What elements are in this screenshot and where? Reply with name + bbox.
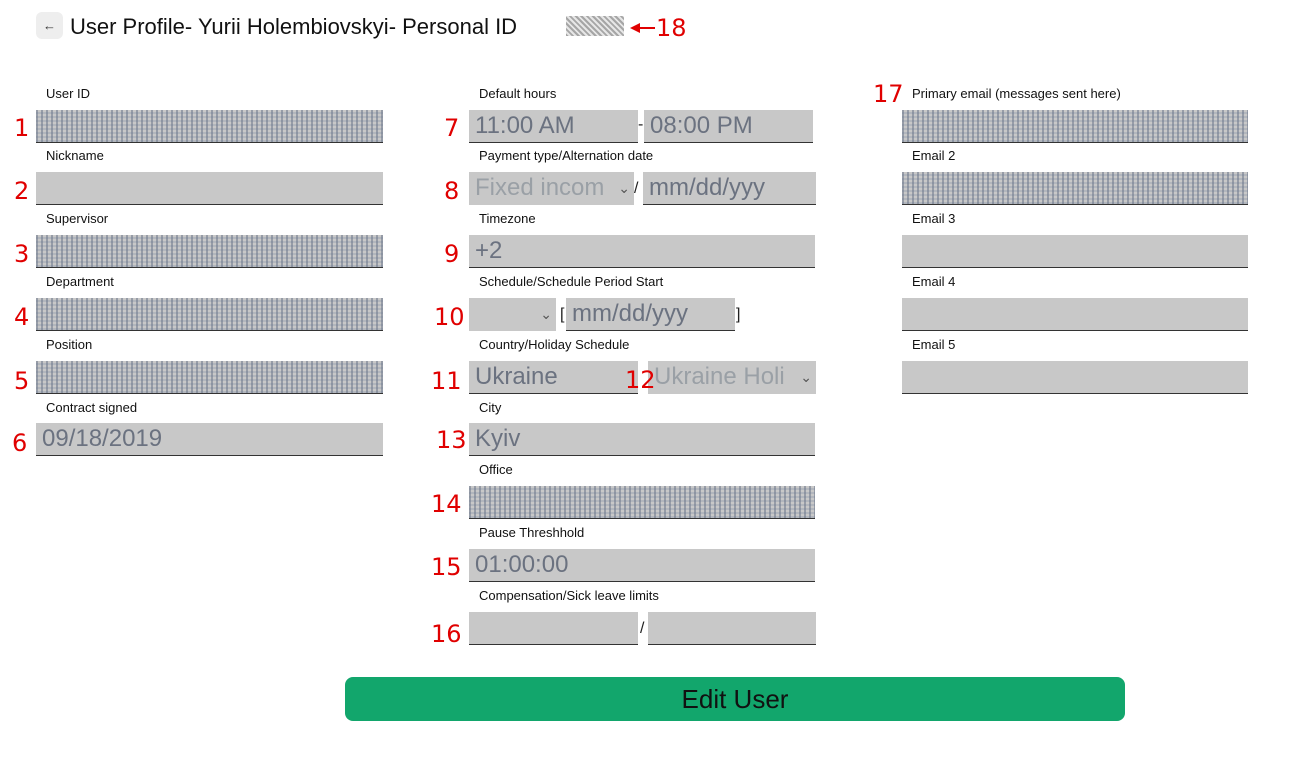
timezone-field[interactable]: +2 bbox=[469, 235, 815, 268]
annotation-9: 9 bbox=[444, 240, 460, 268]
compensation-field[interactable] bbox=[469, 612, 638, 645]
nickname-label: Nickname bbox=[46, 148, 104, 163]
annotation-6: 6 bbox=[12, 429, 28, 457]
contract-signed-field[interactable]: 09/18/2019 bbox=[36, 423, 383, 456]
schedule-start-date-field[interactable]: mm/dd/yyy bbox=[566, 298, 735, 331]
hours-end-field[interactable]: 08:00 PM bbox=[644, 110, 813, 143]
supervisor-label: Supervisor bbox=[46, 211, 109, 226]
payment-type-select[interactable] bbox=[469, 172, 634, 205]
email-5-label: Email 5 bbox=[912, 337, 956, 352]
email-3-label: Email 3 bbox=[912, 211, 956, 226]
primary-email-label: Primary email (messages sent here) bbox=[912, 86, 1121, 101]
annotation-8: 8 bbox=[444, 177, 460, 205]
annotation-4: 4 bbox=[14, 303, 30, 331]
annotation-3: 3 bbox=[14, 240, 30, 268]
annotation-1: 1 bbox=[14, 114, 30, 142]
city-field[interactable]: Kyiv bbox=[469, 423, 815, 456]
supervisor-field[interactable] bbox=[36, 235, 383, 268]
alternation-date-field[interactable]: mm/dd/yyy bbox=[643, 172, 816, 205]
position-field[interactable] bbox=[36, 361, 383, 394]
schedule-select[interactable] bbox=[469, 298, 556, 331]
annotation-arrow-icon bbox=[630, 20, 656, 36]
contract-signed-label: Contract signed bbox=[46, 400, 138, 415]
schedule-label: Schedule/Schedule Period Start bbox=[479, 274, 664, 289]
annotation-16: 16 bbox=[431, 620, 462, 648]
email-5-field[interactable] bbox=[902, 361, 1248, 394]
schedule-close-bracket: ] bbox=[736, 306, 741, 323]
annotation-2: 2 bbox=[14, 177, 30, 205]
payment-separator: / bbox=[634, 180, 639, 197]
chevron-down-icon: ⌄ bbox=[540, 306, 552, 322]
email-2-field[interactable] bbox=[902, 172, 1248, 205]
timezone-label: Timezone bbox=[479, 211, 536, 226]
holiday-schedule-select[interactable] bbox=[648, 361, 816, 394]
annotation-17: 17 bbox=[873, 80, 904, 108]
annotation-11: 11 bbox=[431, 367, 462, 395]
annotation-14: 14 bbox=[431, 490, 462, 518]
department-field[interactable] bbox=[36, 298, 383, 331]
email-3-field[interactable] bbox=[902, 235, 1248, 268]
pause-threshold-label: Pause Threshhold bbox=[479, 525, 585, 540]
back-button[interactable] bbox=[36, 12, 63, 39]
nickname-field[interactable] bbox=[36, 172, 383, 205]
office-label: Office bbox=[479, 462, 513, 477]
annotation-13: 13 bbox=[436, 426, 467, 454]
sick-leave-limit-field[interactable] bbox=[648, 612, 816, 645]
arrow-left-icon: ← bbox=[43, 18, 56, 33]
country-label: Country/Holiday Schedule bbox=[479, 337, 630, 352]
hours-start-field[interactable]: 11:00 AM bbox=[469, 110, 638, 143]
office-field[interactable] bbox=[469, 486, 815, 519]
edit-user-button[interactable]: Edit User bbox=[345, 677, 1125, 721]
annotation-12: 12 bbox=[625, 366, 656, 394]
user-id-label: User ID bbox=[46, 86, 91, 101]
annotation-15: 15 bbox=[431, 553, 462, 581]
personal-id-redacted bbox=[566, 16, 624, 36]
user-id-field[interactable] bbox=[36, 110, 383, 143]
payment-type-value: Fixed incom bbox=[475, 174, 605, 201]
hours-separator: - bbox=[638, 116, 644, 133]
default-hours-label: Default hours bbox=[479, 86, 557, 101]
email-4-field[interactable] bbox=[902, 298, 1248, 331]
payment-type-label: Payment type/Alternation date bbox=[479, 148, 654, 163]
position-label: Position bbox=[46, 337, 93, 352]
page-title: User Profile- Yurii Holembiovskyi- Personal ID bbox=[70, 14, 518, 39]
annotation-5: 5 bbox=[14, 367, 30, 395]
compensation-label: Compensation/Sick leave limits bbox=[479, 588, 659, 603]
annotation-18: 18 bbox=[656, 14, 687, 42]
email-4-label: Email 4 bbox=[912, 274, 956, 289]
compensation-separator: / bbox=[640, 620, 645, 637]
country-field[interactable]: Ukraine bbox=[469, 361, 638, 394]
pause-threshold-field[interactable]: 01:00:00 bbox=[469, 549, 815, 582]
annotation-10: 10 bbox=[434, 303, 465, 331]
city-label: City bbox=[479, 400, 502, 415]
chevron-down-icon: ⌄ bbox=[618, 180, 630, 196]
holiday-schedule-value: Ukraine Holi bbox=[654, 363, 785, 390]
schedule-open-bracket: [ bbox=[560, 306, 565, 323]
chevron-down-icon: ⌄ bbox=[800, 369, 812, 385]
email-2-label: Email 2 bbox=[912, 148, 956, 163]
annotation-7: 7 bbox=[444, 114, 460, 142]
primary-email-field[interactable] bbox=[902, 110, 1248, 143]
department-label: Department bbox=[46, 274, 114, 289]
